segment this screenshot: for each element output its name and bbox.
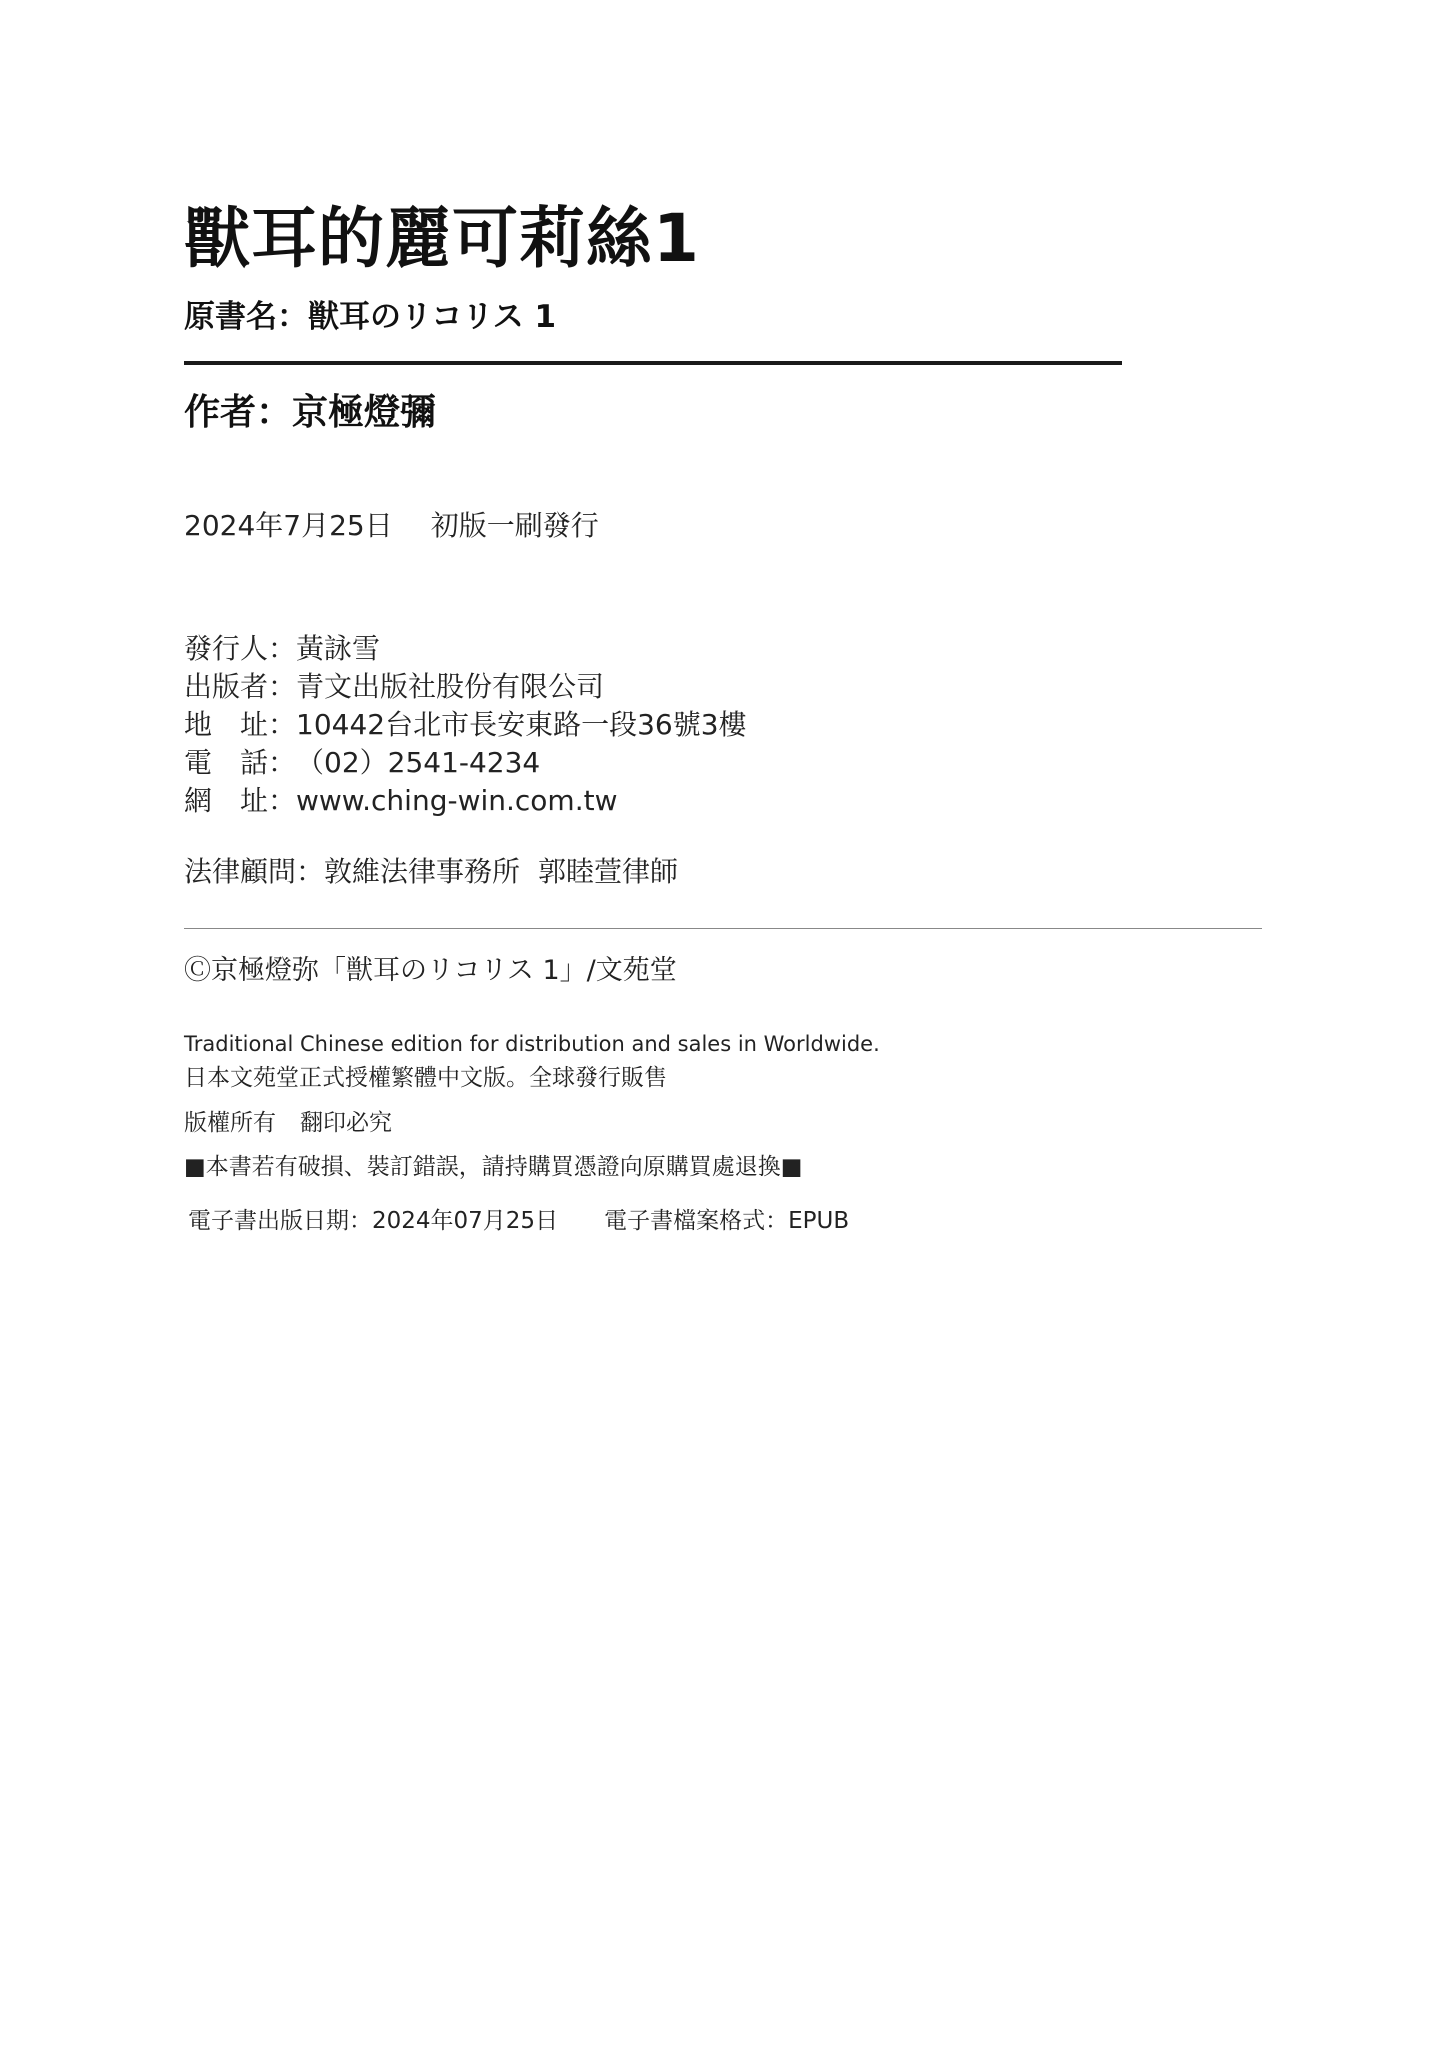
- copyright-line: Ⓒ京極燈弥「獣耳のリコリス 1」/文苑堂: [184, 955, 677, 986]
- website-row: [184, 782, 747, 820]
- publisher-label: 出版者：: [184, 670, 297, 703]
- phone-label: 電 話：: [184, 746, 297, 779]
- legal-lawyer: 郭睦萱律師: [538, 855, 679, 888]
- issuer-label: 發行人：: [184, 632, 297, 665]
- address-value: 10442台北市長安東路一段36號3樓: [296, 708, 747, 741]
- publisher-value: 青文出版社股份有限公司: [296, 670, 605, 703]
- website-value: www.ching-win.com.tw: [296, 784, 618, 817]
- ebook-info-line: [188, 1210, 849, 1233]
- phone-row: [184, 744, 747, 782]
- title-divider: [184, 361, 1122, 365]
- issuer-value: 黃詠雪: [296, 632, 381, 665]
- address-row: [184, 706, 747, 744]
- legal-advisor: 法律顧問：敦維法律事務所: [184, 855, 521, 888]
- rights-reserved: 版權所有: [184, 1110, 276, 1136]
- section-divider: [184, 928, 1262, 929]
- ebook-date: 電子書出版日期：2024年07月25日: [188, 1208, 559, 1234]
- ebook-format: 電子書檔案格式：EPUB: [604, 1208, 850, 1234]
- publication-date: 2024年7月25日: [184, 509, 393, 542]
- legal-advisor-line: [184, 855, 679, 888]
- publication-edition: 初版一刷發行: [430, 509, 599, 542]
- publisher-info: [184, 630, 747, 820]
- publication-line: [184, 509, 599, 542]
- rights-line: [184, 1112, 392, 1135]
- edition-note-en: Traditional Chinese edition for distribution and sales in Worldwide.: [184, 1032, 880, 1056]
- publisher-row: [184, 668, 747, 706]
- return-notice: ■本書若有破損、裝訂錯誤，請持購買憑證向原購買處退換■: [184, 1154, 803, 1180]
- edition-note-zh: 日本文苑堂正式授權繁體中文版。全球發行販售: [184, 1065, 667, 1091]
- address-label: 地 址：: [184, 708, 297, 741]
- author-line: 作者：京極燈彌: [184, 392, 437, 433]
- book-title: 獸耳的麗可莉絲1: [184, 200, 700, 277]
- original-title: 原書名：獣耳のリコリス 1: [184, 299, 557, 335]
- issuer-row: [184, 630, 747, 668]
- rights-no-copy: 翻印必究: [300, 1110, 392, 1136]
- phone-value: （02）2541-4234: [296, 746, 541, 779]
- website-label: 網 址：: [184, 784, 297, 817]
